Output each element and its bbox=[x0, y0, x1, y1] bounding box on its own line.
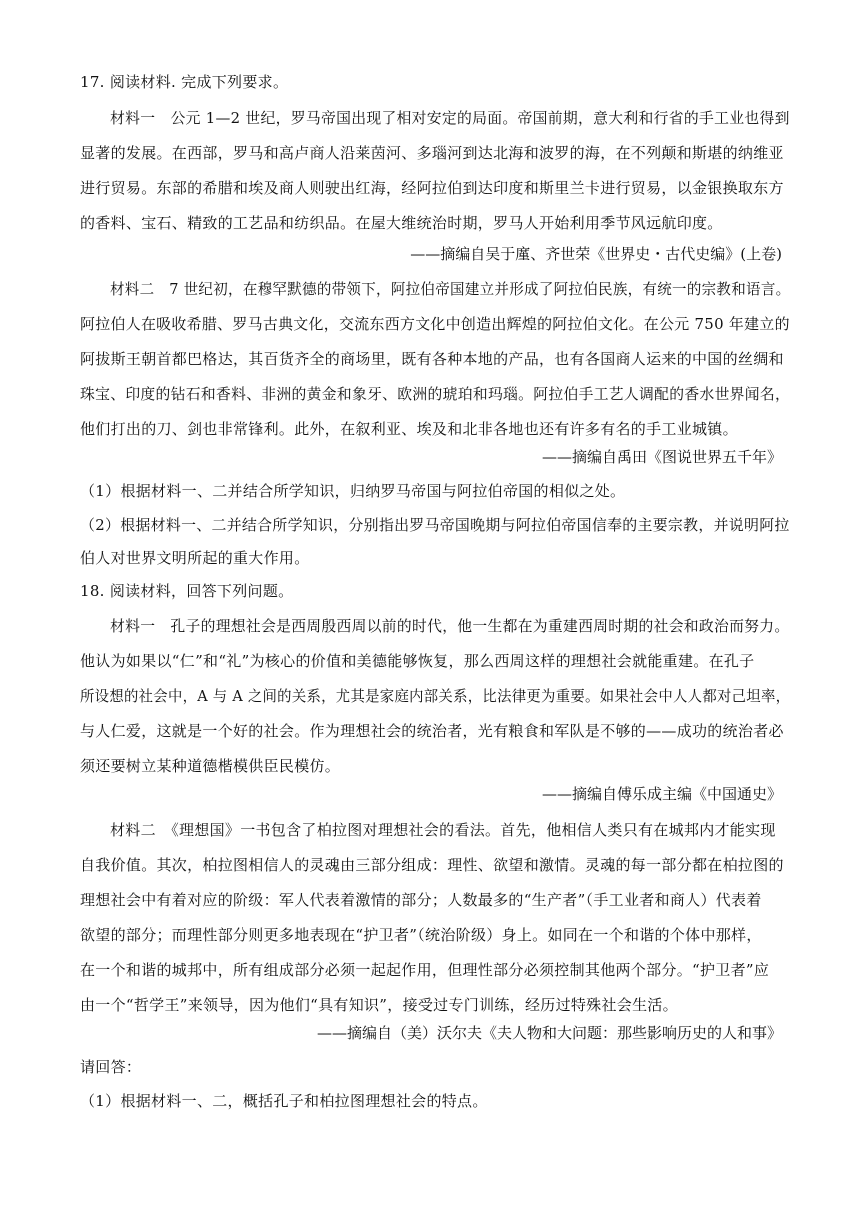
q18-heading: 18. 阅读材料，回答下列问题。 bbox=[80, 582, 294, 600]
q17-heading: 17. 阅读材料. 完成下列要求。 bbox=[80, 73, 289, 91]
q18-question1: （1）根据材料一、二，概括孔子和柏拉图理想社会的特点。 bbox=[80, 1092, 488, 1110]
q17-material1-line: 的香料、宝石、精致的工艺品和纺织品。在屋大维统治时期，罗马人开始利用季节风远航印度。 bbox=[80, 214, 723, 232]
q18-material1-line: 材料一 孔子的理想社会是西周殷西周以前的时代，他一生都在为重建西周时期的社会和政治而努力。 bbox=[110, 617, 790, 635]
q18-material1-line: 他认为如果以“仁”和“礼”为核心的价值和美德能够恢复，那么西周这样的理想社会就能重建。在孔子 bbox=[80, 652, 755, 670]
q17-material1-line: 进行贸易。东部的希腊和埃及商人则驶出红海，经阿拉伯到达印度和斯里兰卡进行贸易，以金银换取东方 bbox=[80, 179, 784, 197]
q17-material1-line: 显著的发展。在西部，罗马和高卢商人沿莱茵河、多瑙河到达北海和波罗的海，在不列颠和斯堪的纳维亚 bbox=[80, 144, 784, 162]
q18-material1-line: 所设想的社会中，A 与 A 之间的关系，尤其是家庭内部关系，比法律更为重要。如果社会中人人都对己坦率， bbox=[80, 687, 791, 705]
q18-material2-line: 在一个和谐的城邦中，所有组成部分必须一起起作用，但理性部分必须控制其他两个部分。“护卫者”应 bbox=[80, 961, 770, 979]
q18-material2-line: 由一个“哲学王”来领导，因为他们“具有知识”，接受过专门训练，经历过特殊社会生活。 bbox=[80, 996, 678, 1014]
q18-material2-line: 材料二 《理想国》一书包含了柏拉图对理想社会的看法。首先，他相信人类只有在城邦内才能实现 bbox=[110, 821, 776, 839]
q17-material2-line: 材料二 7 世纪初，在穆罕默德的带领下，阿拉伯帝国建立并形成了阿拉伯民族，有统一的宗教和语言。 bbox=[110, 280, 791, 298]
q17-material2-line: 阿拔斯王朝首都巴格达，其百货齐全的商场里，既有各种本地的产品，也有各国商人运来的中国的丝绸和 bbox=[80, 350, 784, 368]
q17-material2-line: 阿拉伯人在吸收希腊、罗马古典文化，交流东西方文化中创造出辉煌的阿拉伯文化。在公元 750 年建立的 bbox=[80, 315, 790, 333]
q17-question2-line: （2）根据材料一、二并结合所学知识，分别指出罗马帝国晚期与阿拉伯帝国信奉的主要宗教，并说明阿拉 bbox=[80, 516, 790, 534]
q18-material1-line: 须还要树立某种道德楷模供臣民模仿。 bbox=[80, 757, 341, 775]
q18-material2-source: ——摘编自（美）沃尔夫《夫人物和大问题：那些影响历史的人和事》 bbox=[316, 1024, 782, 1042]
q17-material2-line: 珠宝、印度的钻石和香料、非洲的黄金和象牙、欧洲的琥珀和玛瑙。阿拉伯手工艺人调配的香水世界闻名， bbox=[80, 385, 791, 403]
q17-material2-source: ——摘编自禹田《图说世界五千年》 bbox=[541, 448, 782, 466]
q18-material1-line: 与人仁爱，这就是一个好的社会。作为理想社会的统治者，光有粮食和军队是不够的——成功的统治者必 bbox=[80, 722, 784, 740]
q18-material1-source: ——摘编自傅乐成主编《中国通史》 bbox=[541, 785, 782, 803]
q18-prompt: 请回答： bbox=[80, 1058, 142, 1076]
q17-material1-source: ——摘编自吴于廑、齐世荣《世界史・古代史编》(上卷) bbox=[410, 245, 782, 263]
q17-material1-line: 材料一 公元 1—2 世纪，罗马帝国出现了相对安定的局面。帝国前期，意大利和行省的手工业也得到 bbox=[110, 109, 790, 127]
q18-material2-line: 自我价值。其次，柏拉图相信人的灵魂由三部分组成：理性、欲望和激情。灵魂的每一部分都在柏拉图的 bbox=[80, 856, 784, 874]
q17-material2-line: 他们打出的刀、剑也非常锋利。此外，在叙利亚、埃及和北非各地也还有许多有名的手工业城镇。 bbox=[80, 420, 738, 438]
q18-material2-line: 理想社会中有着对应的阶级：军人代表着激情的部分；人数最多的“生产者”（手工业者和商人）代表着 bbox=[80, 891, 762, 909]
q18-material2-line: 欲望的部分；而理性部分则更多地表现在“护卫者”（统治阶级）身上。如同在一个和谐的个体中那样， bbox=[80, 926, 762, 944]
q17-question1: （1）根据材料一、二并结合所学知识，归纳罗马帝国与阿拉伯帝国的相似之处。 bbox=[80, 482, 626, 500]
q17-question2-line: 伯人对世界文明所起的重大作用。 bbox=[80, 549, 310, 567]
